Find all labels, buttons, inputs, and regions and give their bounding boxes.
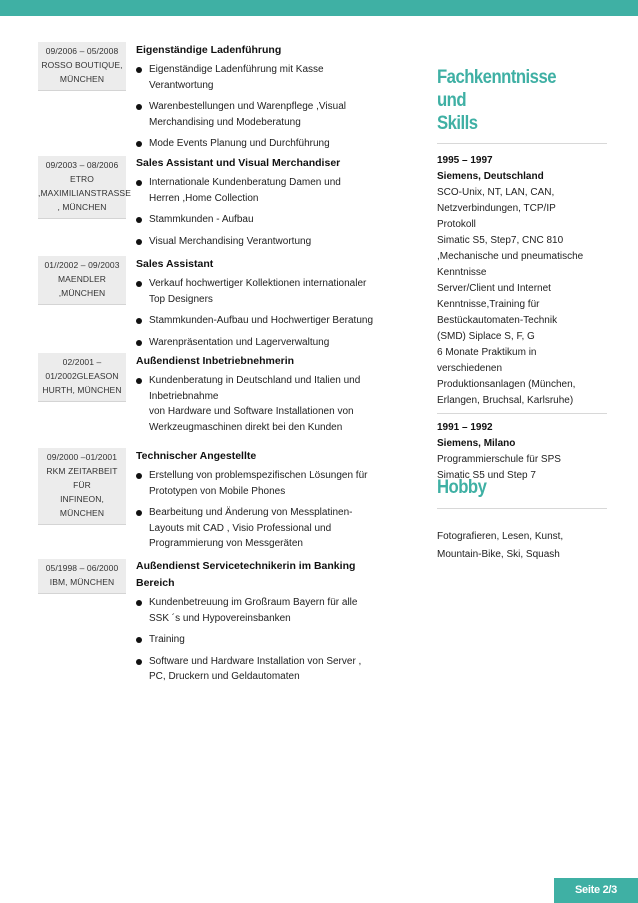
divider (437, 143, 607, 144)
bullet-item: Internationale Kundenberatung Damen und Herren ,Home Collection (136, 175, 388, 206)
job-title: Außendienst Servicetechnikerin im Banking Bereich (136, 560, 356, 589)
bullet-item: Verkauf hochwertiger Kollektionen internationaler Top Designers (136, 276, 388, 307)
skills-place: Siemens, Milano (437, 438, 516, 449)
bullet-item: Eigenständige Ladenführung mit Kasse Verantwortung (136, 62, 388, 93)
job-date-box: 01//2002 – 09/2003 MAENDLER ,MÜNCHEN (38, 256, 126, 305)
skills-place: Siemens, Deutschland (437, 171, 544, 182)
job-entry (136, 42, 388, 158)
job-entry (136, 448, 388, 558)
job-title: Sales Assistant und Visual Merchandiser (136, 157, 341, 169)
skills-period: 1991 – 1992 (437, 422, 493, 433)
job-bullets (136, 595, 388, 685)
location-line: MÜNCHEN (59, 74, 105, 84)
job-entry (136, 155, 388, 255)
bullet-item: Bearbeitung und Änderung von Messplatinen- Layouts mit CAD , Visio Professional und Programmierung von Messgeräten (136, 505, 388, 552)
page-number-badge: Seite 2/3 (554, 878, 638, 903)
bullet-item: Stammkunden-Aufbau und Hochwertiger Beratung (136, 313, 388, 329)
hobby-section: Hobby Fotografieren, Lesen, Kunst, Mountain-Bike, Ski, Squash (437, 476, 607, 564)
job-title: Sales Assistant (136, 258, 214, 270)
job-bullets (136, 373, 388, 435)
bullet-item: Warenbestellungen und Warenpflege ,Visual Merchandising und Modeberatung (136, 99, 388, 130)
job-date-box: 09/2000 –01/2001 RKM ZEITARBEIT FÜR INFINEON, MÜNCHEN (38, 448, 126, 525)
bullet-item: Erstellung von problemspezifischen Lösungen für Prototypen von Mobile Phones (136, 468, 388, 499)
bullet-item: Training (136, 632, 388, 648)
job-date-box: 05/1998 – 06/2000 IBM, MÜNCHEN (38, 559, 126, 594)
job-bullets (136, 276, 388, 350)
date-line: 09/2006 – 05/2008 (45, 46, 119, 56)
job-entry (136, 353, 388, 441)
job-title: Außendienst Inbetriebnehmerin (136, 355, 295, 367)
hobby-heading: Hobby (437, 477, 487, 498)
bullet-item: Visual Merchandising Verantwortung (136, 234, 388, 250)
skills-section: Fachkenntnisse und Skills 1995 – 1997 Siemens, Deutschland SCO-Unix, NT, LAN, CAN, Netzverbindungen, TCP/IP Protokoll Simatic S5, Step7, CNC 810 ,Mechanische und pneumatische Kenntnisse Server/Client und Internet Kenntnisse,Training für Bestückautomaten-Technik (SMD) Siplace S, F, G 6 Monate Praktikum in verschiedenen Produktionsanlagen (München, Erlangen, Bruchsal, Karlsruhe) 1991 – 1992 Siemens, Milano Programmierschule für SPS Simatic S5 und Step 7 (437, 66, 607, 484)
job-entry (136, 256, 388, 356)
divider (437, 413, 607, 414)
bullet-item: Mode Events Planung und Durchführung (136, 136, 388, 152)
bullet-item: Stammkunden - Aufbau (136, 212, 388, 228)
divider (437, 508, 607, 509)
job-title: Eigenständige Ladenführung (136, 44, 282, 56)
bullet-item: Software und Hardware Installation von Server , PC, Druckern und Geldautomaten (136, 654, 388, 685)
bullet-item: Kundenberatung in Deutschland und Italien und Inbetriebnahme von Hardware und Software Installationen von Werkzeugmaschinen direkt bei den Kunden (136, 373, 388, 435)
bullet-item: Warenpräsentation und Lagerverwaltung (136, 335, 388, 351)
job-date-box: 02/2001 – 01/2002GLEASON HURTH, MÜNCHEN (38, 353, 126, 402)
top-accent-bar (0, 0, 638, 16)
company-line: ROSSO BOUTIQUE, (41, 60, 123, 70)
job-bullets (136, 468, 388, 552)
job-entry (136, 558, 388, 691)
bullet-item: Kundenbetreuung im Großraum Bayern für alle SSK ´s und Hypovereinsbanken (136, 595, 388, 626)
job-date-box: 09/2003 – 08/2006 ETRO ,MAXIMILIANSTRASSE , MÜNCHEN (38, 156, 126, 219)
skills-period: 1995 – 1997 (437, 155, 493, 166)
job-bullets (136, 175, 388, 249)
job-date-box (38, 42, 126, 91)
skills-list: SCO-Unix, NT, LAN, CAN, Netzverbindungen, TCP/IP Protokoll Simatic S5, Step7, CNC 810 ,Mechanische und pneumatische Kenntnisse Server/Client und Internet Kenntnisse,Training für Bestückautomaten-Technik (SMD) Siplace S, F, G 6 Monate Praktikum in verschiedenen Produktionsanlagen (München, Erlangen, Bruchsal, Karlsruhe) (437, 187, 584, 406)
skills-heading: Fachkenntnisse und Skills (437, 67, 556, 134)
job-title: Technischer Angestellte (136, 450, 257, 462)
job-bullets (136, 62, 388, 152)
